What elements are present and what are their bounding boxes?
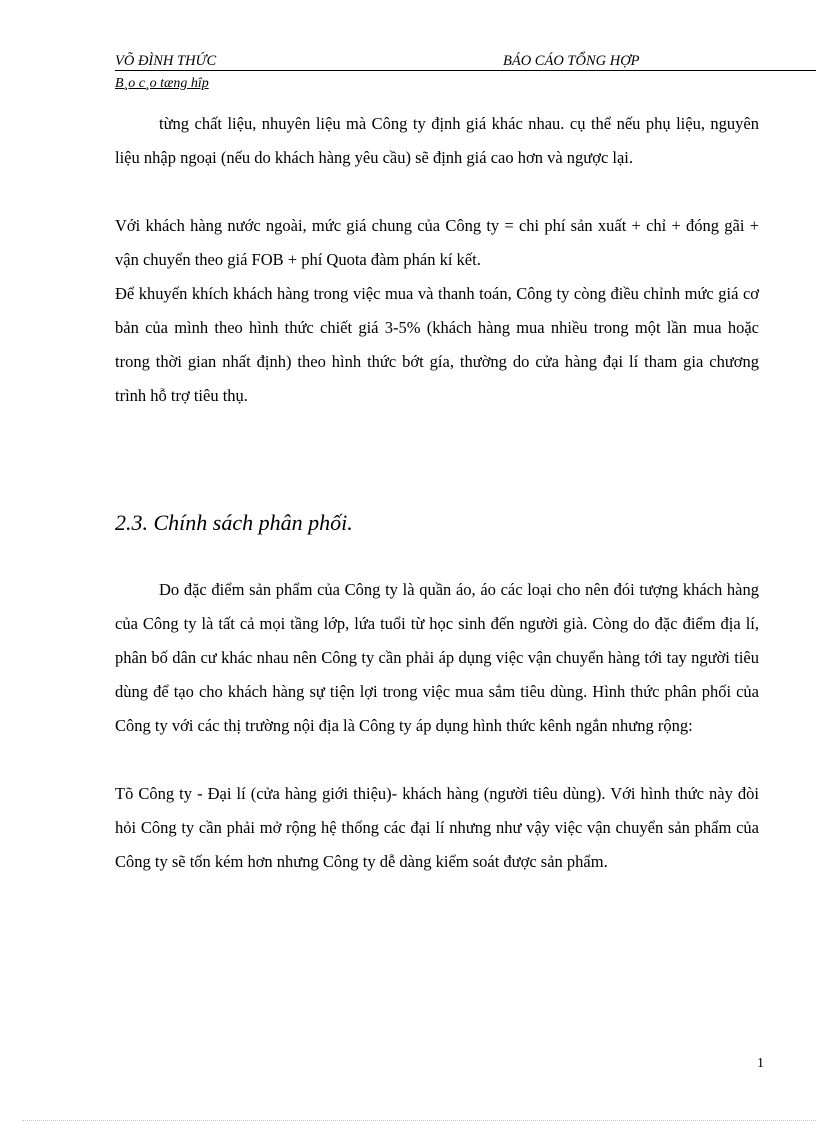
body-paragraph-4: Do đặc điểm sản phẩm của Công ty là quần áo, áo các loại cho nên đói tượng khách hàng của Công ty là tất cả mọi tầng lớp, lứa tuổi từ học sinh đến người già. Còng do đặc điểm địa lí, phân bố dân cư khác nhau nên Công ty cần phải áp dụng việc vận chuyển hàng tới tay người tiêu dùng để tạo cho khách hàng sự tiện lợi trong việc mua sắm tiêu dùng. Hình thức phân phối của Công ty với các thị trường nội địa là Công ty áp dụng hình thức kênh ngắn nhưng rộng: bbox=[115, 580, 759, 735]
body-paragraph-3: Để khuyến khích khách hàng trong việc mua và thanh toán, Công ty còng điều chỉnh mức giá cơ bản của mình theo hình thức chiết giá 3-5% (khách hàng mua nhiều trong một lần mua hoặc trong thời gian nhất định) theo hình thức bớt gía, thường do cửa hàng đại lí tham gia chương trình hỗ trợ tiêu thụ. bbox=[115, 284, 759, 405]
page-header bbox=[115, 53, 816, 71]
body-paragraph-1: từng chất liệu, nhuyên liệu mà Công ty định giá khác nhau. cụ thể nếu phụ liệu, nguyên liệu nhập ngoại (nếu do khách hàng yêu cầu) sẽ định giá cao hơn và ngược lại. bbox=[115, 114, 759, 167]
header-report-title: BÁO CÁO TỔNG HỢP bbox=[503, 53, 640, 69]
header-author: VÕ ĐÌNH THỨC bbox=[115, 53, 217, 69]
section-heading: 2.3. Chính sách phân phối. bbox=[115, 510, 353, 535]
page-bottom-border bbox=[22, 1120, 816, 1121]
body-paragraph-5: Tõ Công ty - Đại lí (cửa hàng giới thiệu)- khách hàng (người tiêu dùng). Với hình thức này đòi hỏi Công ty cần phải mở rộng hệ thống các đại lí nhưng như vậy việc vận chuyển sản phẩm của Công ty sẽ tốn kém hơn nhưng Công ty dễ dàng kiểm soát được sản phẩm. bbox=[115, 784, 759, 871]
body-paragraph-2: Với khách hàng nước ngoài, mức giá chung của Công ty = chi phí sản xuất + chỉ + đóng gãi + vận chuyển theo giá FOB + phí Quota đàm phán kí kết. bbox=[115, 216, 759, 269]
page-number: 1 bbox=[757, 1056, 764, 1071]
header-subtitle: B¸o c¸o tæng hîp bbox=[115, 76, 209, 91]
